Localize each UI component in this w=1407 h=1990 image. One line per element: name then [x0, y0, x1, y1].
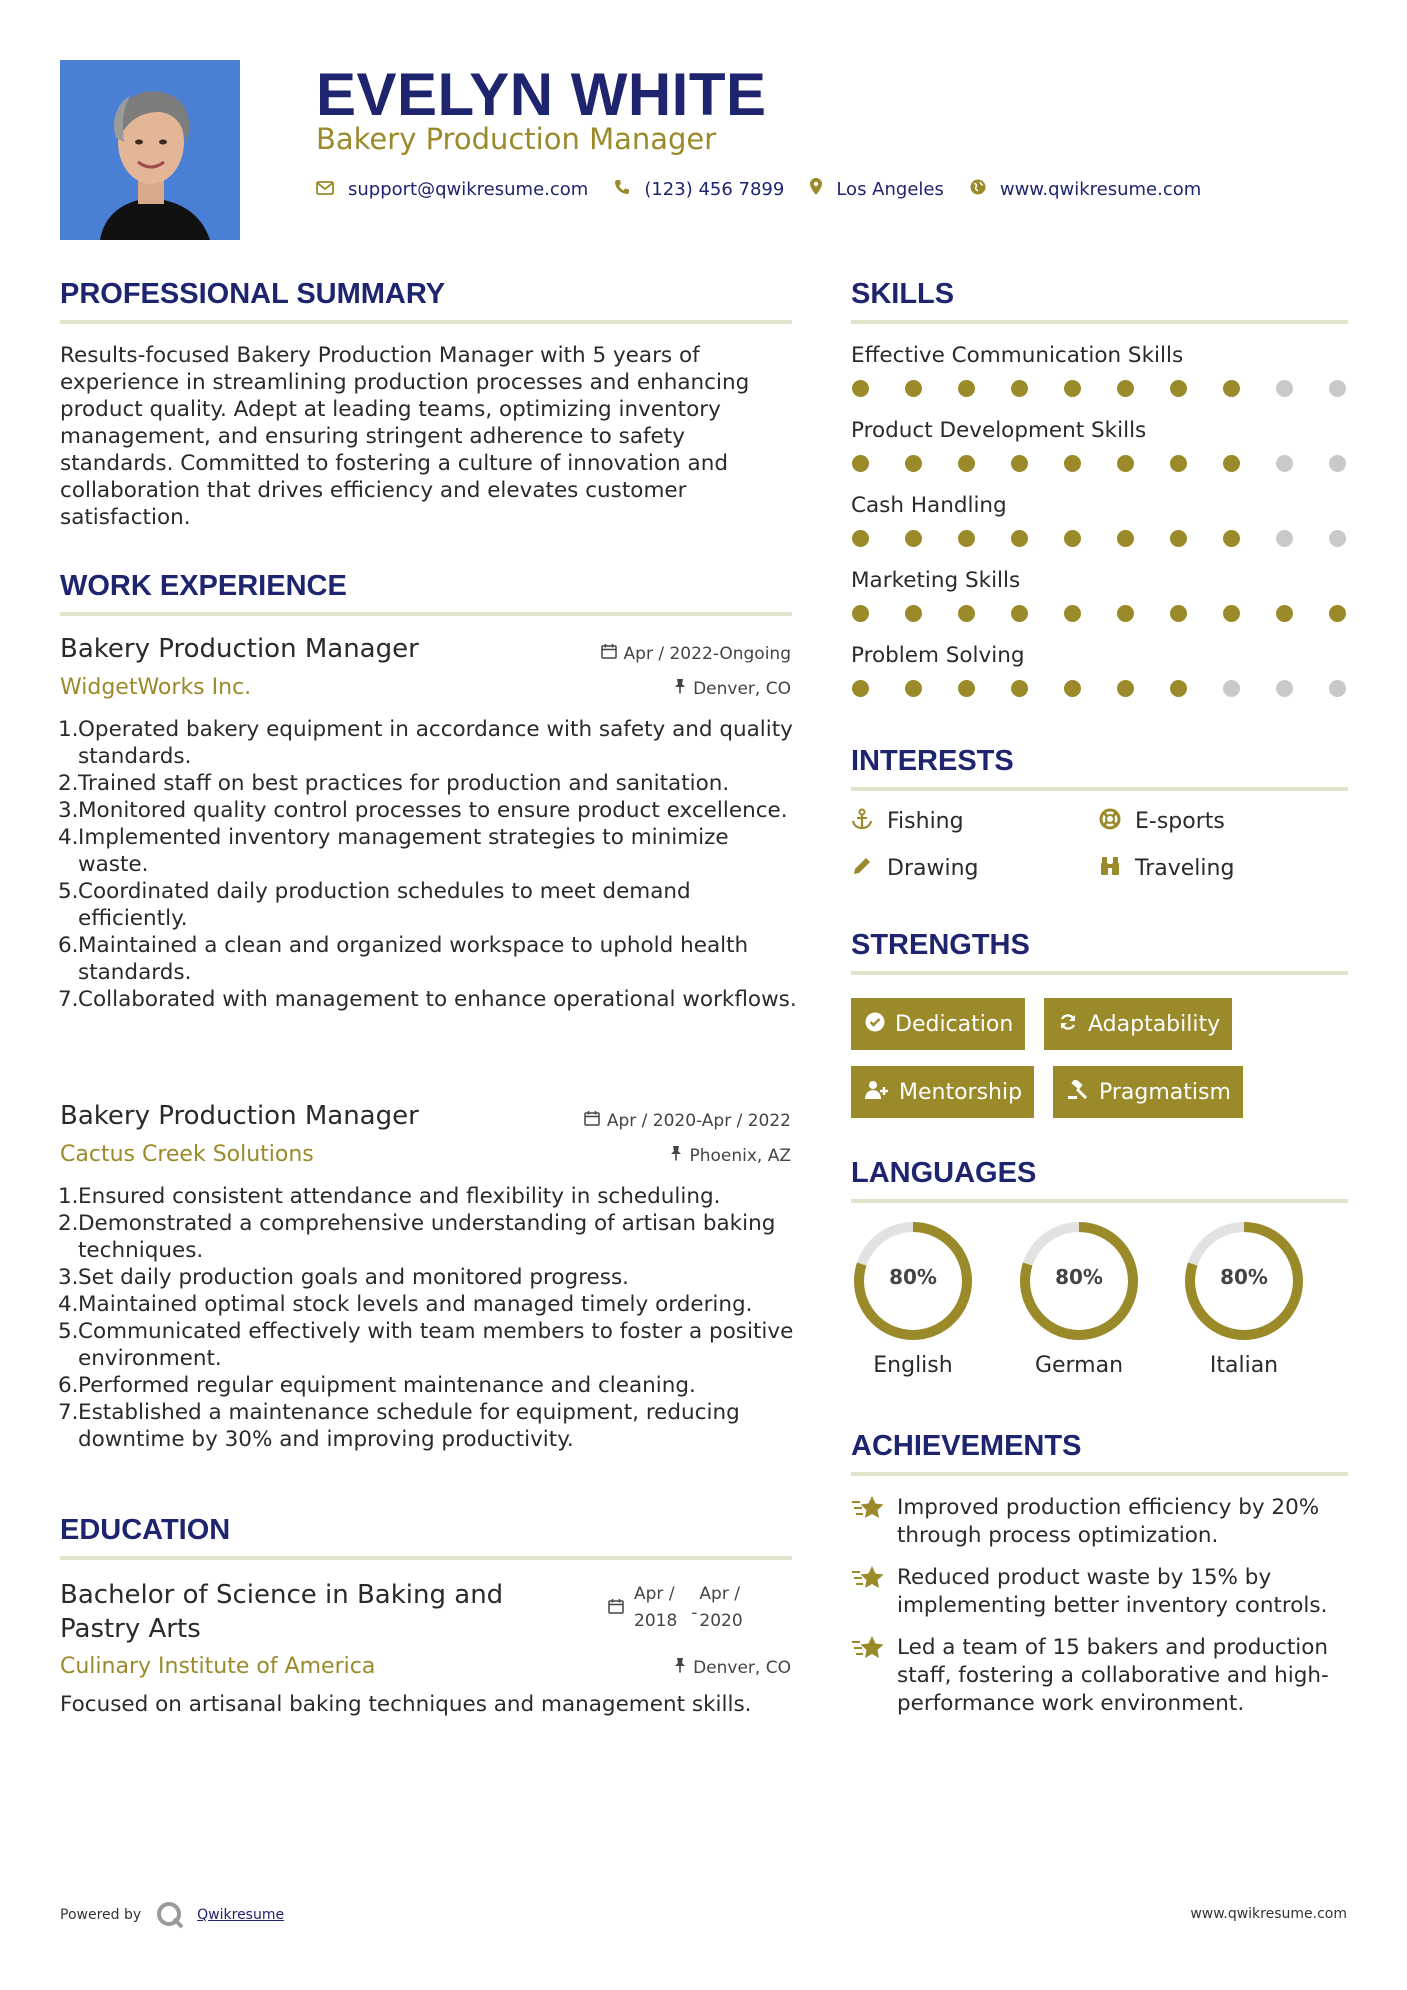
education-description: Focused on artisanal baking techniques and management skills. — [60, 1692, 752, 1717]
skill-dot — [1064, 455, 1081, 472]
job-dates — [584, 1110, 791, 1131]
list-item: 7. Established a maintenance schedule for equipment, reducing downtime by 30% and improving productivity. — [58, 1400, 740, 1452]
list-item: 2. Demonstrated a comprehensive understanding of artisan baking techniques. — [58, 1211, 776, 1263]
check-circle-icon — [865, 1012, 885, 1037]
skill-rating — [852, 455, 1346, 472]
skill-dot — [1064, 605, 1081, 622]
skill-dot — [1011, 605, 1028, 622]
skill-dot — [1170, 530, 1187, 547]
job-company: WidgetWorks Inc. — [60, 675, 252, 700]
skill-dot — [1064, 680, 1081, 697]
skill-dot — [958, 605, 975, 622]
language-item — [1017, 1219, 1141, 1378]
strengths-divider — [851, 971, 1348, 975]
skill-dot — [1011, 380, 1028, 397]
skill-rating — [852, 530, 1346, 547]
languages-divider — [851, 1199, 1348, 1203]
language-percent: 80% — [1055, 1265, 1103, 1289]
skill-dot — [958, 380, 975, 397]
language-percent: 80% — [1220, 1265, 1268, 1289]
star-icon — [851, 1564, 885, 1596]
pushpin-icon — [674, 1657, 686, 1678]
list-item: 1. Ensured consistent attendance and flexibility in scheduling. — [58, 1184, 721, 1209]
job-bullets — [60, 1183, 800, 1453]
list-item: 5. Communicated effectively with team members to foster a positive environment. — [58, 1319, 794, 1371]
education-divider — [60, 1556, 792, 1560]
anchor-icon — [851, 808, 873, 835]
skill-dot — [1170, 680, 1187, 697]
skill-dot — [1276, 680, 1293, 697]
footer-powered-by: Powered by Qwikresume — [60, 1900, 284, 1930]
achievements-heading: ACHIEVEMENTS — [851, 1430, 1082, 1462]
refresh-icon — [1058, 1012, 1078, 1037]
strengths-heading: STRENGTHS — [851, 929, 1030, 961]
list-item: 2. Trained staff on best practices for production and sanitation. — [58, 771, 730, 796]
skill-name: Cash Handling — [851, 493, 1007, 518]
skill-dot — [1064, 380, 1081, 397]
calendar-icon — [584, 1110, 600, 1131]
skill-dot — [958, 680, 975, 697]
skill-name: Marketing Skills — [851, 568, 1021, 593]
interest-item: Drawing — [851, 855, 978, 882]
job-title: Bakery Production Manager — [60, 1101, 419, 1131]
skill-dot — [1223, 455, 1240, 472]
job-location-text: Denver, CO — [693, 678, 791, 699]
list-item: 4. Implemented inventory management strategies to minimize waste. — [58, 825, 729, 877]
skill-dot — [852, 380, 869, 397]
skill-dot — [905, 380, 922, 397]
skill-dot — [1117, 680, 1134, 697]
job-bullets — [60, 716, 800, 1013]
skill-dot — [1011, 530, 1028, 547]
skill-dot — [1117, 455, 1134, 472]
skill-dot — [905, 455, 922, 472]
job-location — [670, 1145, 791, 1166]
list-item: 3. Set daily production goals and monitored progress. — [58, 1265, 630, 1290]
achievement-item: Reduced product waste by 15% by implementing better inventory controls. — [851, 1564, 1351, 1620]
skill-dot — [1117, 530, 1134, 547]
skill-dot — [1223, 530, 1240, 547]
skill-dot — [905, 530, 922, 547]
phone-icon — [614, 179, 630, 200]
strength-badge: Dedication — [851, 998, 1025, 1050]
skill-dot — [1276, 605, 1293, 622]
job-location — [674, 678, 791, 699]
interests-heading: INTERESTS — [851, 745, 1014, 777]
languages-heading: LANGUAGES — [851, 1157, 1037, 1189]
list-item: 6. Performed regular equipment maintenance and cleaning. — [58, 1373, 696, 1398]
star-icon — [851, 1494, 885, 1526]
job-location-text: Phoenix, AZ — [689, 1145, 791, 1166]
list-item: 7. Collaborated with management to enhance operational workflows. — [58, 987, 797, 1012]
education-dates: Apr / 2018 - Apr / 2020 — [608, 1581, 743, 1635]
skill-dot — [905, 680, 922, 697]
skill-name: Effective Communication Skills — [851, 343, 1184, 368]
degree-title: Bachelor of Science in Baking and Pastry Arts — [60, 1580, 504, 1644]
footer-website[interactable]: www.qwikresume.com — [1190, 1906, 1347, 1922]
envelope-icon — [316, 179, 334, 200]
list-item: 1. Operated bakery equipment in accordance with safety and quality standards. — [58, 717, 793, 769]
contact-email[interactable]: support@qwikresume.com — [348, 178, 589, 200]
list-item: 3. Monitored quality control processes to ensure product excellence. — [58, 798, 788, 823]
skill-rating — [852, 380, 1346, 397]
interests-divider — [851, 787, 1348, 791]
skill-dot — [1223, 680, 1240, 697]
profile-photo — [60, 60, 240, 240]
work-heading: WORK EXPERIENCE — [60, 570, 347, 602]
skill-dot — [1329, 605, 1346, 622]
language-name: English — [873, 1353, 953, 1378]
interest-item: E-sports — [1099, 808, 1225, 835]
skill-dot — [1276, 455, 1293, 472]
binoculars-icon — [1099, 855, 1121, 882]
skill-dot — [1329, 380, 1346, 397]
skill-rating — [852, 680, 1346, 697]
skills-heading: SKILLS — [851, 278, 955, 310]
strength-badge: Adaptability — [1044, 998, 1232, 1050]
candidate-role: Bakery Production Manager — [316, 122, 717, 156]
gavel-icon — [1067, 1080, 1089, 1105]
language-name: Italian — [1209, 1353, 1279, 1378]
education-location: Denver, CO — [674, 1657, 791, 1678]
skill-dot — [958, 455, 975, 472]
language-name: German — [1034, 1353, 1124, 1378]
language-percent: 80% — [889, 1265, 937, 1289]
qwikresume-logo-icon — [155, 1900, 185, 1930]
skill-dot — [1064, 530, 1081, 547]
list-item: 4. Maintained optimal stock levels and managed timely ordering. — [58, 1292, 753, 1317]
education-heading: EDUCATION — [60, 1514, 231, 1546]
skill-name: Product Development Skills — [851, 418, 1147, 443]
contact-website[interactable]: www.qwikresume.com — [999, 178, 1202, 200]
interest-item: Fishing — [851, 808, 964, 835]
skill-dot — [1329, 530, 1346, 547]
summary-heading: PROFESSIONAL SUMMARY — [60, 278, 446, 310]
job-dates-text: Apr / 2020-Apr / 2022 — [606, 1110, 791, 1131]
globe-icon — [970, 179, 986, 200]
job-dates — [601, 643, 791, 664]
contact-location: Los Angeles — [836, 178, 944, 200]
skill-dot — [1223, 380, 1240, 397]
strength-badge: Pragmatism — [1053, 1066, 1243, 1118]
skill-dot — [1276, 530, 1293, 547]
user-plus-icon — [865, 1080, 889, 1105]
achievement-item: Led a team of 15 bakers and production staff, fostering a collaborative and high-performance work environment. — [851, 1634, 1351, 1718]
work-divider — [60, 612, 792, 616]
skill-rating — [852, 605, 1346, 622]
skill-dot — [1011, 680, 1028, 697]
interest-item: Traveling — [1099, 855, 1234, 882]
skill-dot — [905, 605, 922, 622]
skill-dot — [1117, 605, 1134, 622]
summary-text: Results-focused Bakery Production Manager with 5 years of experience in streamlining production processes and enhancing product quality. Adept at leading teams, optimizing inventory management, and ensuring stringent adherence to safety standards. Committed to fostering a culture of innovation and collaboration that drives efficiency and elevates customer satisfaction. — [60, 343, 750, 530]
pencil-icon — [851, 855, 873, 882]
skill-dot — [1276, 380, 1293, 397]
summary-divider — [60, 320, 792, 324]
language-item — [851, 1219, 975, 1378]
star-icon — [851, 1634, 885, 1666]
pushpin-icon — [670, 1145, 682, 1166]
lifebuoy-icon — [1099, 808, 1121, 835]
job-dates-text: Apr / 2022-Ongoing — [623, 643, 791, 664]
achievements-divider — [851, 1472, 1348, 1476]
calendar-icon — [608, 1598, 624, 1619]
list-item: 6. Maintained a clean and organized workspace to uphold health standards. — [58, 933, 749, 985]
job-company: Cactus Creek Solutions — [60, 1142, 314, 1167]
skill-dot — [852, 455, 869, 472]
skill-dot — [1329, 455, 1346, 472]
language-item — [1182, 1219, 1306, 1378]
skill-dot — [852, 605, 869, 622]
contact-phone[interactable]: (123) 456 7899 — [644, 178, 785, 200]
map-pin-icon — [810, 178, 822, 200]
skill-dot — [852, 530, 869, 547]
list-item: 5. Coordinated daily production schedules to meet demand efficiently. — [58, 879, 691, 931]
achievement-item: Improved production efficiency by 20% through process optimization. — [851, 1494, 1351, 1550]
skill-name: Problem Solving — [851, 643, 1025, 668]
contact-bar — [316, 178, 1227, 200]
education-school: Culinary Institute of America — [60, 1654, 376, 1679]
skill-dot — [1170, 380, 1187, 397]
strength-badge: Mentorship — [851, 1066, 1034, 1118]
qwikresume-link[interactable]: Qwikresume — [197, 1907, 285, 1923]
calendar-icon — [601, 643, 617, 664]
skill-dot — [958, 530, 975, 547]
skill-dot — [1170, 455, 1187, 472]
skill-dot — [1223, 605, 1240, 622]
pushpin-icon — [674, 678, 686, 699]
skill-dot — [852, 680, 869, 697]
candidate-name: EVELYN WHITE — [316, 61, 767, 128]
skill-dot — [1117, 380, 1134, 397]
skills-divider — [851, 320, 1348, 324]
skill-dot — [1329, 680, 1346, 697]
job-title: Bakery Production Manager — [60, 634, 419, 664]
skill-dot — [1011, 455, 1028, 472]
skill-dot — [1170, 605, 1187, 622]
